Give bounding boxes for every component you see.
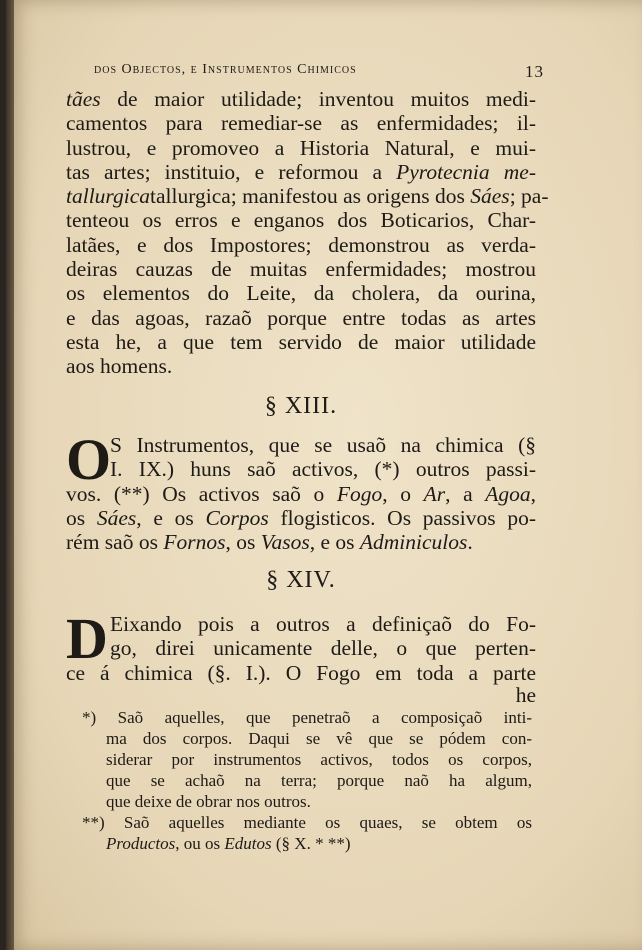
footnote-line: que se achaõ na terra; porque naõ ha algum, (106, 771, 532, 790)
text-line: deiras cauzas de muitas enfermidades; mostrou (66, 257, 536, 282)
text-line: os Sáes, e os Corpos flogisticos. Os passivos po- (66, 505, 537, 530)
footnote-line: Productos, ou os Edutos (§ X. * **) (106, 834, 351, 853)
footnote-line: siderar por instrumentos activos, todos os corpos, (106, 750, 532, 769)
paragraph-continuation (66, 87, 549, 379)
text-line: tallurgicatallurgica; manifestou as origens dos Sáes; pa- (66, 184, 549, 209)
text-line: esta he, a que tem servido de maior utilidade (66, 329, 536, 354)
section-heading-xiii: § XIII. (264, 393, 338, 419)
text-line: aos homens. (66, 354, 173, 379)
text-line: Eixando pois a outros a definiçaõ do Fo- (110, 612, 536, 636)
text-line: S Instrumentos, que se usaõ na chimica (§ (110, 433, 536, 457)
drop-cap: O (66, 427, 112, 492)
footnote-line: ma dos corpos. Daqui se vê que se pódem con- (106, 729, 532, 748)
footnote-line: que deixe de obrar nos outros. (106, 792, 311, 811)
text-line: go, direi unicamente delle, o que perten- (110, 636, 536, 661)
text-line: camentos para remediar-se as enfermidades; il- (66, 111, 536, 136)
page-number: 13 (525, 62, 544, 81)
text-line: lustrou, e promoveo a Historia Natural, e mui- (66, 135, 536, 160)
text-line: I. IX.) huns saõ activos, (*) outros passi- (110, 457, 536, 482)
footnote-line: **) Saõ aquelles mediante os quaes, se obtem os (82, 813, 532, 832)
text-line: e das agoas, razaõ porque entre todas as artes (66, 305, 536, 330)
text-line: ce á chimica (§. I.). O Fogo em toda a parte (66, 660, 536, 685)
drop-cap: D (66, 606, 108, 671)
book-gutter (6, 0, 14, 950)
running-head-title: dos Objectos, e Instrumentos Chimicos (94, 62, 357, 77)
text-line: rém saõ os Fornos, os Vasos, e os Adminiculos. (66, 530, 473, 555)
section-xiii-paragraph (66, 427, 537, 555)
text-line: vos. (**) Os activos saõ o Fogo, o Ar, a Agoa, (66, 481, 537, 506)
text-line: os elementos do Leite, da cholera, da ourina, (66, 281, 536, 306)
text-line: tenteou os erros e enganos dos Boticarios, Char- (66, 208, 536, 233)
footnotes (82, 707, 532, 854)
text-line: latães, e dos Impostores; demonstrou as verda- (66, 232, 536, 257)
section-xiv-paragraph (66, 606, 536, 685)
section-heading-xiv: § XIV. (266, 567, 336, 593)
catchword: he (515, 683, 536, 707)
book-page (6, 0, 642, 950)
text-line: tas artes; instituio, e reformou a Pyrotecnia me- (66, 159, 536, 184)
footnote-line: *) Saõ aquelles, que penetraõ a composiçaõ inti- (82, 708, 532, 727)
text-line: tães de maior utilidade; inventou muitos medi- (66, 87, 536, 111)
